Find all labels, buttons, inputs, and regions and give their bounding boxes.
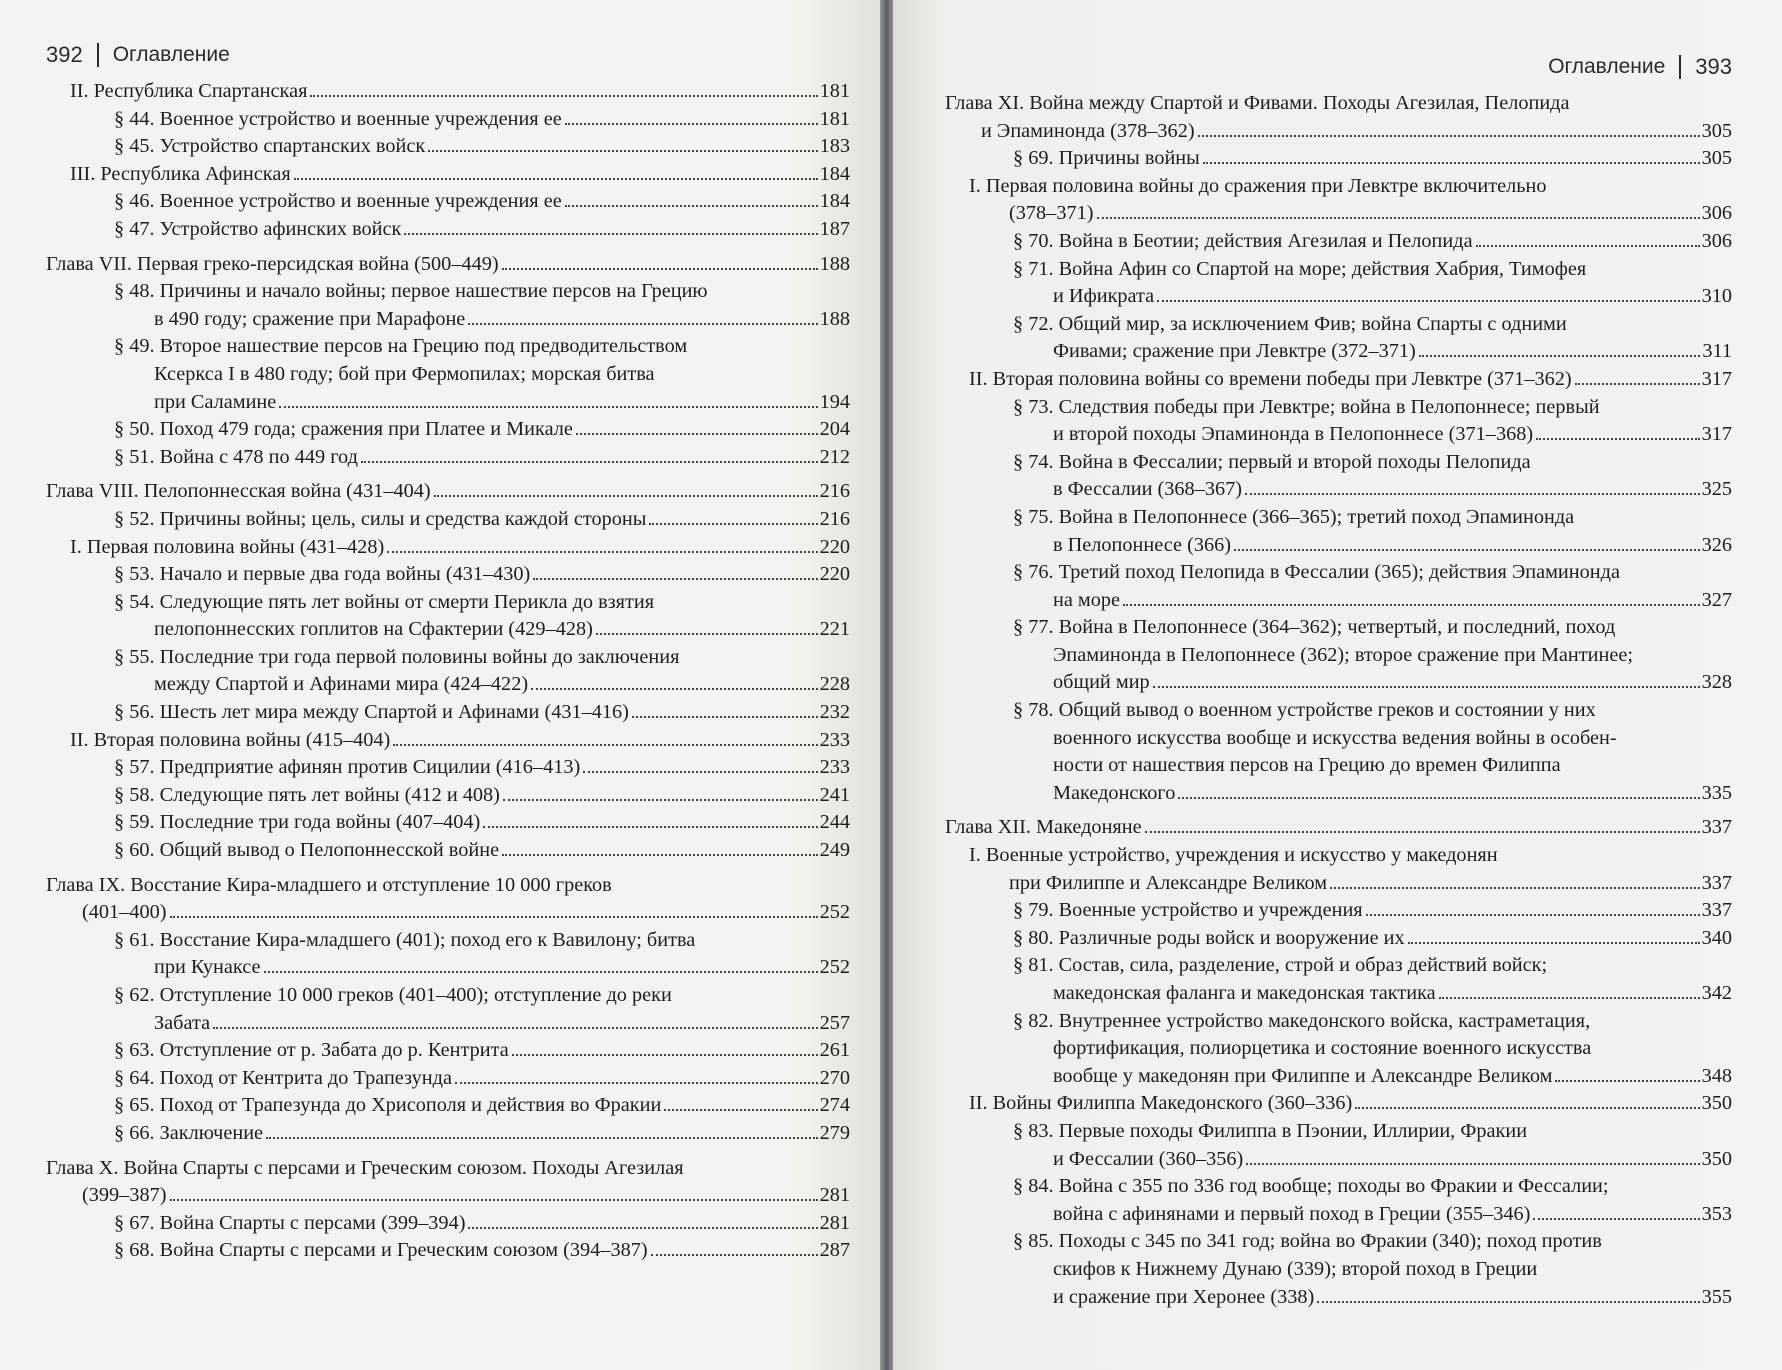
dot-leader bbox=[483, 826, 817, 828]
toc-entry-title: Глава VII. Первая греко-персидская война (500–449) bbox=[46, 252, 499, 275]
toc-entry-title: (401–400) bbox=[82, 901, 167, 924]
toc-page-number: 306 bbox=[1701, 229, 1732, 252]
toc-entry-title: война с афинянами и первый поход в Греции (355–346) bbox=[1053, 1202, 1531, 1225]
toc-entry-title: и Ификрата bbox=[1053, 285, 1155, 308]
toc-page-number: 249 bbox=[819, 839, 850, 862]
toc-entry-title: Глава IX. Восстание Кира-младшего и отступление 10 000 греков bbox=[46, 873, 612, 896]
toc-entry-title: § 72. Общий мир, за исключением Фив; война Спарты с одними bbox=[1013, 312, 1567, 335]
right-running-header bbox=[945, 50, 1732, 84]
toc-entry bbox=[46, 927, 850, 982]
dot-leader bbox=[1157, 300, 1699, 302]
header-divider bbox=[97, 43, 99, 67]
toc-entry bbox=[46, 1237, 850, 1265]
toc-entry-title: II. Вторая половина войны (415–404) bbox=[70, 728, 391, 751]
dot-leader bbox=[1234, 549, 1700, 551]
toc-entry-title: I. Военные устройство, учреждения и искусство у македонян bbox=[969, 844, 1498, 867]
toc-page-number: 317 bbox=[1701, 423, 1732, 446]
toc-entry-title: § 53. Начало и первые два года войны (431–430) bbox=[114, 563, 531, 586]
toc-page-number: 281 bbox=[819, 1211, 850, 1234]
dot-leader bbox=[1097, 217, 1700, 219]
toc-entry bbox=[945, 1008, 1732, 1091]
dot-leader bbox=[1555, 1080, 1699, 1082]
toc-page-number: 305 bbox=[1701, 147, 1732, 170]
dot-leader bbox=[1476, 245, 1700, 247]
toc-entry bbox=[46, 699, 850, 727]
dot-leader bbox=[361, 461, 818, 463]
toc-page-number: 228 bbox=[819, 673, 850, 696]
toc-entry bbox=[945, 1228, 1732, 1311]
toc-entry-title: ности от нашествия персов на Грецию до времен Филиппа bbox=[1053, 754, 1561, 777]
toc-page-number: 184 bbox=[819, 162, 850, 185]
dot-leader bbox=[1366, 914, 1700, 916]
toc-page-number: 204 bbox=[819, 418, 850, 441]
left-page bbox=[0, 0, 880, 1370]
header-divider bbox=[1679, 55, 1681, 79]
toc-entry-title: § 84. Война с 355 по 336 год вообще; походы во Фракии и Фессалии; bbox=[1013, 1175, 1609, 1198]
toc-entry-title: § 82. Внутреннее устройство македонского войска, кастраметация, bbox=[1013, 1009, 1591, 1032]
toc-entry-title: при Саламине bbox=[154, 390, 277, 413]
toc-entry-title: Забата bbox=[154, 1011, 211, 1034]
dot-leader bbox=[1203, 162, 1700, 164]
book-spine bbox=[880, 0, 893, 1370]
toc-entry-title: (378–371) bbox=[1009, 202, 1094, 225]
toc-page-number: 194 bbox=[819, 390, 850, 413]
toc-entry-title: военного искусства вообще и искусства ведения войны в особен- bbox=[1053, 726, 1617, 749]
toc-entry bbox=[46, 1037, 850, 1065]
dot-leader bbox=[1246, 1163, 1699, 1165]
dot-leader bbox=[533, 578, 817, 580]
dot-leader bbox=[664, 1109, 817, 1111]
toc-entry-title: и Эпаминонда (378–362) bbox=[981, 119, 1195, 142]
dot-leader bbox=[565, 205, 818, 207]
toc-entry-title: между Спартой и Афинами мира (424–422) bbox=[154, 673, 529, 696]
toc-page-number: 187 bbox=[819, 217, 850, 240]
dot-leader bbox=[583, 771, 817, 773]
toc-entry-title: § 65. Поход от Трапезунда до Хрисополя и действия во Фракии bbox=[114, 1094, 662, 1117]
dot-leader bbox=[455, 1082, 818, 1084]
toc-entry bbox=[945, 842, 1732, 897]
toc-entry bbox=[46, 809, 850, 837]
right-page-number: 393 bbox=[1695, 54, 1732, 79]
toc-page-number: 355 bbox=[1701, 1285, 1732, 1308]
dot-leader bbox=[1198, 135, 1700, 137]
toc-entry bbox=[945, 897, 1732, 925]
toc-entry-title: Глава X. Война Спарты с персами и Греческим союзом. Походы Агезилая bbox=[46, 1156, 684, 1179]
toc-page-number: 337 bbox=[1701, 816, 1732, 839]
toc-entry bbox=[46, 251, 850, 279]
right-page bbox=[893, 0, 1782, 1370]
toc-page-number: 325 bbox=[1701, 478, 1732, 501]
toc-entry bbox=[945, 814, 1732, 842]
toc-entry bbox=[945, 1118, 1732, 1173]
toc-entry-title: при Кунаксе bbox=[154, 956, 261, 979]
toc-entry bbox=[46, 1120, 850, 1148]
toc-entry-title: § 60. Общий вывод о Пелопоннесской войне bbox=[114, 839, 500, 862]
toc-entry bbox=[945, 228, 1732, 256]
toc-entry bbox=[46, 754, 850, 782]
toc-entry-title: § 55. Последние три года первой половины войны до заключения bbox=[114, 645, 680, 668]
toc-entry-title: (399–387) bbox=[82, 1184, 167, 1207]
toc-entry-title: I. Первая половина войны до сражения при Левктре включительно bbox=[969, 174, 1547, 197]
toc-entry bbox=[945, 1173, 1732, 1228]
toc-page-number: 279 bbox=[819, 1121, 850, 1144]
toc-entry-title: § 68. Война Спарты с персами и Греческим союзом (394–387) bbox=[114, 1239, 648, 1262]
toc-entry bbox=[46, 133, 850, 161]
toc-entry-title: в Фессалии (368–367) bbox=[1053, 478, 1242, 501]
dot-leader bbox=[1533, 1218, 1699, 1220]
toc-entry-title: II. Вторая половина войны со времени победы при Левктре (371–362) bbox=[969, 367, 1572, 390]
toc-entry bbox=[46, 478, 850, 506]
toc-page-number: 220 bbox=[819, 535, 850, 558]
toc-entry-title: II. Войны Филиппа Македонского (360–336) bbox=[969, 1092, 1353, 1115]
toc-page-number: 353 bbox=[1701, 1202, 1732, 1225]
dot-leader bbox=[1330, 887, 1699, 889]
toc-entry-title: § 62. Отступление 10 000 греков (401–400); отступление до реки bbox=[114, 984, 672, 1006]
dot-leader bbox=[1355, 1107, 1699, 1109]
toc-entry bbox=[945, 311, 1732, 366]
toc-entry-title: § 85. Походы с 345 по 341 год; война во Фракии (340); поход против bbox=[1013, 1230, 1602, 1253]
toc-entry bbox=[945, 697, 1732, 807]
toc-entry bbox=[46, 644, 850, 699]
toc-entry bbox=[46, 1210, 850, 1238]
toc-entry-title: § 45. Устройство спартанских войск bbox=[114, 135, 426, 158]
toc-page-number: 310 bbox=[1701, 285, 1732, 308]
toc-entry-title: § 57. Предприятие афинян против Сицилии (416–413) bbox=[114, 756, 581, 779]
toc-entry bbox=[945, 925, 1732, 953]
toc-entry-title: § 83. Первые походы Филиппа в Пэонии, Иллирии, Фракии bbox=[1013, 1119, 1528, 1142]
toc-page-number: 212 bbox=[819, 445, 850, 468]
toc-entry-title: § 66. Заключение bbox=[114, 1121, 264, 1144]
toc-page-number: 181 bbox=[819, 107, 850, 130]
toc-page-number: 216 bbox=[819, 480, 850, 503]
dot-leader bbox=[1123, 604, 1700, 606]
toc-entry bbox=[46, 872, 850, 927]
toc-entry bbox=[46, 333, 850, 416]
right-toc bbox=[945, 90, 1732, 1311]
toc-page-number: 241 bbox=[819, 783, 850, 806]
toc-entry bbox=[46, 506, 850, 534]
toc-entry-title: § 69. Причины войны bbox=[1013, 147, 1200, 170]
dot-leader bbox=[1178, 797, 1699, 799]
dot-leader bbox=[1536, 438, 1699, 440]
toc-entry-title: Ксеркса I в 480 году; бой при Фермопилах; морская битва bbox=[154, 362, 655, 385]
dot-leader bbox=[1419, 355, 1701, 357]
toc-entry-title: при Филиппе и Александре Великом bbox=[1009, 871, 1328, 894]
dot-leader bbox=[576, 433, 818, 435]
dot-leader bbox=[649, 523, 817, 525]
toc-entry-title: § 54. Следующие пять лет войны от смерти Перикла до взятия bbox=[114, 590, 655, 613]
toc-entry bbox=[46, 188, 850, 216]
toc-entry-title: § 52. Причины войны; цель, силы и средства каждой стороны bbox=[114, 507, 647, 530]
toc-entry-title: III. Республика Афинская bbox=[70, 162, 291, 185]
toc-entry-title: и второй походы Эпаминонда в Пелопоннесе (371–368) bbox=[1053, 423, 1534, 446]
toc-page-number: 340 bbox=[1701, 926, 1732, 949]
toc-entry-title: Эпаминонда в Пелопоннесе (362); второе сражение при Мантинее; bbox=[1053, 643, 1633, 666]
toc-page-number: 244 bbox=[819, 811, 850, 834]
dot-leader bbox=[651, 1254, 818, 1256]
toc-entry-title: § 70. Война в Беотии; действия Агезилая и Пелопида bbox=[1013, 229, 1473, 252]
toc-page-number: 327 bbox=[1701, 588, 1732, 611]
toc-entry-title: общий мир bbox=[1053, 671, 1150, 694]
dot-leader bbox=[404, 233, 817, 235]
toc-entry-title: Фивами; сражение при Левктре (372–371) bbox=[1053, 340, 1416, 363]
toc-entry bbox=[46, 561, 850, 589]
toc-page-number: 184 bbox=[819, 190, 850, 213]
toc-page-number: 348 bbox=[1701, 1064, 1732, 1087]
toc-entry bbox=[945, 559, 1732, 614]
toc-entry-title: и Фессалии (360–356) bbox=[1053, 1147, 1244, 1170]
toc-entry-title: Глава XI. Война между Спартой и Фивами. Походы Агезилая, Пелопида bbox=[945, 92, 1570, 114]
toc-entry-title: § 67. Война Спарты с персами (399–394) bbox=[114, 1211, 466, 1234]
toc-entry-title: § 61. Восстание Кира-младшего (401); поход его к Вавилону; битва bbox=[114, 928, 696, 951]
toc-entry bbox=[46, 106, 850, 134]
toc-entry-title: § 63. Отступление от р. Забата до р. Кентрита bbox=[114, 1039, 509, 1062]
dot-leader bbox=[632, 716, 818, 718]
dot-leader bbox=[434, 495, 818, 497]
toc-entry bbox=[46, 982, 850, 1037]
dot-leader bbox=[531, 688, 817, 690]
toc-entry-title: § 76. Третий поход Пелопида в Фессалии (365); действия Эпаминонда bbox=[1013, 561, 1620, 584]
toc-entry-title: и сражение при Херонее (338) bbox=[1053, 1285, 1315, 1308]
dot-leader bbox=[393, 744, 817, 746]
toc-entry-title: § 77. Война в Пелопоннесе (364–362); четвертый, и последний, поход bbox=[1013, 616, 1616, 639]
dot-leader bbox=[512, 1054, 818, 1056]
right-header-title: Оглавление bbox=[1548, 55, 1666, 78]
toc-entry-title: § 74. Война в Фессалии; первый и второй походы Пелопида bbox=[1013, 450, 1531, 473]
toc-entry bbox=[46, 161, 850, 189]
toc-entry bbox=[46, 1065, 850, 1093]
toc-entry-title: § 78. Общий вывод о военном устройстве греков и состоянии у них bbox=[1013, 699, 1596, 722]
toc-entry bbox=[46, 782, 850, 810]
toc-entry bbox=[46, 837, 850, 865]
dot-leader bbox=[1245, 493, 1700, 495]
toc-entry bbox=[945, 449, 1732, 504]
toc-entry bbox=[945, 90, 1732, 145]
toc-entry bbox=[945, 1090, 1732, 1118]
toc-page-number: 274 bbox=[819, 1094, 850, 1117]
toc-page-number: 337 bbox=[1701, 899, 1732, 922]
toc-entry bbox=[46, 1155, 850, 1210]
toc-entry bbox=[46, 416, 850, 444]
toc-page-number: 216 bbox=[819, 507, 850, 530]
toc-entry bbox=[46, 589, 850, 644]
toc-entry-title: македонская фаланга и македонская тактика bbox=[1053, 982, 1436, 1004]
toc-page-number: 305 bbox=[1701, 119, 1732, 142]
toc-entry bbox=[46, 216, 850, 244]
toc-entry-title: § 51. Война с 478 по 449 год bbox=[114, 445, 358, 468]
toc-page-number: 335 bbox=[1701, 781, 1732, 804]
toc-entry-title: в 490 году; сражение при Марафоне bbox=[154, 307, 466, 330]
toc-page-number: 350 bbox=[1701, 1092, 1732, 1115]
toc-entry bbox=[46, 78, 850, 106]
toc-entry bbox=[46, 534, 850, 562]
toc-page-number: 261 bbox=[819, 1039, 850, 1062]
toc-entry bbox=[945, 366, 1732, 394]
dot-leader bbox=[279, 406, 817, 408]
toc-page-number: 311 bbox=[1702, 340, 1732, 363]
toc-page-number: 188 bbox=[819, 307, 850, 330]
dot-leader bbox=[596, 633, 818, 635]
dot-leader bbox=[213, 1027, 818, 1029]
dot-leader bbox=[468, 323, 817, 325]
toc-entry-title: § 58. Следующие пять лет войны (412 и 408) bbox=[114, 783, 500, 806]
toc-page-number: 221 bbox=[819, 618, 850, 641]
dot-leader bbox=[565, 123, 818, 125]
toc-entry bbox=[945, 256, 1732, 311]
toc-entry-title: I. Первая половина войны (431–428) bbox=[70, 535, 385, 558]
toc-page-number: 337 bbox=[1701, 871, 1732, 894]
toc-entry-title: § 79. Военные устройство и учреждения bbox=[1013, 899, 1363, 922]
toc-entry-title: в Пелопоннесе (366) bbox=[1053, 533, 1232, 556]
toc-page-number: 220 bbox=[819, 563, 850, 586]
left-running-header bbox=[46, 38, 850, 72]
toc-entry bbox=[46, 727, 850, 755]
left-header-title: Оглавление bbox=[112, 43, 230, 66]
toc-page-number: 183 bbox=[819, 135, 850, 158]
dot-leader bbox=[266, 1137, 818, 1139]
toc-page-number: 281 bbox=[819, 1184, 850, 1207]
toc-entry-title: § 44. Военное устройство и военные учреждения ее bbox=[114, 107, 562, 130]
toc-entry-title: § 48. Причины и начало войны; первое нашествие персов на Грецию bbox=[114, 280, 708, 303]
dot-leader bbox=[428, 150, 817, 152]
toc-page-number: 252 bbox=[819, 956, 850, 979]
dot-leader bbox=[502, 268, 818, 270]
toc-page-number: 287 bbox=[819, 1239, 850, 1262]
toc-entry-title: вообще у македонян при Филиппе и Александре Великом bbox=[1053, 1064, 1553, 1087]
toc-entry-title: § 71. Война Афин со Спартой на море; действия Хабрия, Тимофея bbox=[1013, 257, 1587, 280]
toc-entry-title: фортификация, полиорцетика и состояние военного искусства bbox=[1053, 1037, 1592, 1060]
left-toc bbox=[46, 78, 850, 1265]
toc-page-number: 270 bbox=[819, 1066, 850, 1089]
toc-entry-title: § 46. Военное устройство и военные учреждения ее bbox=[114, 190, 562, 213]
toc-page-number: 252 bbox=[819, 901, 850, 924]
dot-leader bbox=[1439, 997, 1700, 999]
toc-entry-title: § 73. Следствия победы при Левктре; война в Пелопоннесе; первый bbox=[1013, 395, 1600, 418]
toc-page-number: 328 bbox=[1701, 671, 1732, 694]
toc-page-number: 326 bbox=[1701, 533, 1732, 556]
toc-entry-title: § 64. Поход от Кентрита до Трапезунда bbox=[114, 1066, 452, 1089]
toc-entry-title: § 47. Устройство афинских войск bbox=[114, 217, 402, 240]
toc-page-number: 232 bbox=[819, 701, 850, 724]
toc-page-number: 317 bbox=[1701, 367, 1732, 390]
dot-leader bbox=[387, 551, 817, 553]
toc-entry-title: § 49. Второе нашествие персов на Грецию под предводительством bbox=[114, 335, 688, 358]
toc-page-number: 188 bbox=[819, 252, 850, 275]
toc-entry bbox=[945, 952, 1732, 1007]
dot-leader bbox=[264, 971, 818, 973]
dot-leader bbox=[170, 916, 818, 918]
toc-entry bbox=[945, 173, 1732, 228]
dot-leader bbox=[1317, 1301, 1699, 1303]
toc-entry-title: Глава XII. Македоняне bbox=[945, 816, 1142, 839]
dot-leader bbox=[294, 178, 818, 180]
dot-leader bbox=[170, 1199, 818, 1201]
toc-page-number: 257 bbox=[819, 1011, 850, 1034]
dot-leader bbox=[1575, 383, 1700, 385]
toc-page-number: 306 bbox=[1701, 202, 1732, 225]
toc-entry-title: § 59. Последние три года войны (407–404) bbox=[114, 811, 481, 834]
toc-entry bbox=[945, 504, 1732, 559]
toc-entry-title: на море bbox=[1053, 588, 1121, 611]
toc-entry bbox=[46, 444, 850, 472]
dot-leader bbox=[310, 95, 817, 97]
toc-page-number: 233 bbox=[819, 728, 850, 751]
toc-entry bbox=[46, 278, 850, 333]
toc-entry-title: II. Республика Спартанская bbox=[70, 80, 308, 102]
dot-leader bbox=[1145, 831, 1700, 833]
dot-leader bbox=[502, 854, 817, 856]
dot-leader bbox=[1408, 942, 1700, 944]
toc-entry bbox=[46, 1092, 850, 1120]
toc-entry-title: пелопоннесских гоплитов на Сфактерии (429–428) bbox=[154, 618, 593, 641]
toc-entry bbox=[945, 614, 1732, 697]
toc-page-number: 181 bbox=[819, 80, 850, 102]
toc-page-number: 233 bbox=[819, 756, 850, 779]
toc-entry bbox=[945, 394, 1732, 449]
dot-leader bbox=[1153, 686, 1700, 688]
toc-entry-title: Македонского bbox=[1053, 781, 1176, 804]
dot-leader bbox=[468, 1227, 817, 1229]
left-page-number: 392 bbox=[46, 42, 83, 67]
toc-entry-title: § 50. Поход 479 года; сражения при Платее и Микале bbox=[114, 418, 573, 441]
toc-page-number: 350 bbox=[1701, 1147, 1732, 1170]
toc-entry-title: § 80. Различные роды войск и вооружение их bbox=[1013, 926, 1405, 949]
toc-entry-title: скифов к Нижнему Дунаю (339); второй поход в Греции bbox=[1053, 1257, 1538, 1280]
dot-leader bbox=[503, 799, 818, 801]
toc-entry-title: § 56. Шесть лет мира между Спартой и Афинами (431–416) bbox=[114, 701, 629, 724]
toc-entry-title: Глава VIII. Пелопоннесская война (431–404) bbox=[46, 480, 431, 503]
toc-page-number: 342 bbox=[1701, 982, 1732, 1004]
toc-entry-title: § 75. Война в Пелопоннесе (366–365); третий поход Эпаминонда bbox=[1013, 505, 1575, 528]
toc-entry bbox=[945, 145, 1732, 173]
toc-entry-title: § 81. Состав, сила, разделение, строй и образ действий войск; bbox=[1013, 954, 1548, 977]
